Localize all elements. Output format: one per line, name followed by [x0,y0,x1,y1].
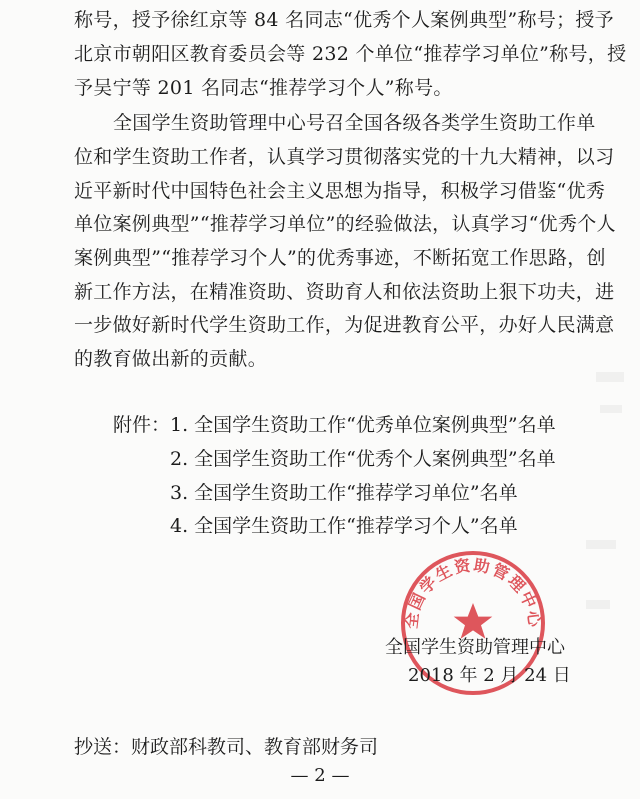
signature-date: 2018 年 2 月 24 日 [408,665,571,686]
paragraph-2-line: 案例典型”“推荐学习个人”的优秀事迹，不断拓宽工作思路，创 [74,247,606,269]
bleed-through-mark [586,540,616,549]
attachment-item: 4. 全国学生资助工作“推荐学习个人”名单 [170,515,518,537]
attachment-item: 2. 全国学生资助工作“优秀个人案例典型”名单 [170,448,556,470]
bleed-through-mark [586,600,610,609]
paragraph-2-line: 全国学生资助管理中心号召全国各级各类学生资助工作单 [113,112,596,134]
paragraph-2-line: 的教育做出新的贡献。 [74,348,268,370]
attachments-label: 附件： [113,414,171,436]
paragraph-2-line: 新工作方法，在精准资助、资助育人和依法资助上狠下功夫，进 [74,281,615,303]
attachment-item: 1. 全国学生资助工作“优秀单位案例典型”名单 [170,414,556,436]
cc-line: 抄送：财政部科教司、教育部财务司 [74,736,379,758]
attachment-item: 3. 全国学生资助工作“推荐学习单位”名单 [170,482,518,504]
paragraph-1-line: 北京市朝阳区教育委员会等 232 个单位“推荐学习单位”称号，授 [74,43,627,65]
paragraph-2-line: 位和学生资助工作者，认真学习贯彻落实党的十九大精神，以习 [74,146,615,168]
bleed-through-mark [600,405,622,413]
paragraph-2-line: 一步做好新时代学生资助工作，为促进教育公平，办好人民满意 [74,314,615,336]
bleed-through-mark [596,372,624,382]
paragraph-1-line: 称号，授予徐红京等 84 名同志“优秀个人案例典型”称号；授予 [74,9,614,31]
seal-text: 全国学生资助管理中心 [401,555,545,630]
paragraph-2-line: 单位案例典型”“推荐学习单位”的经验做法，认真学习“优秀个人 [74,213,616,235]
paragraph-1-line: 予吴宁等 201 名同志“推荐学习个人”称号。 [74,77,453,99]
signature-organization: 全国学生资助管理中心 [385,637,565,658]
paragraph-2-line: 近平新时代中国特色社会主义思想为指导，积极学习借鉴“优秀 [74,180,606,202]
page-number: — 2 — [290,765,350,786]
